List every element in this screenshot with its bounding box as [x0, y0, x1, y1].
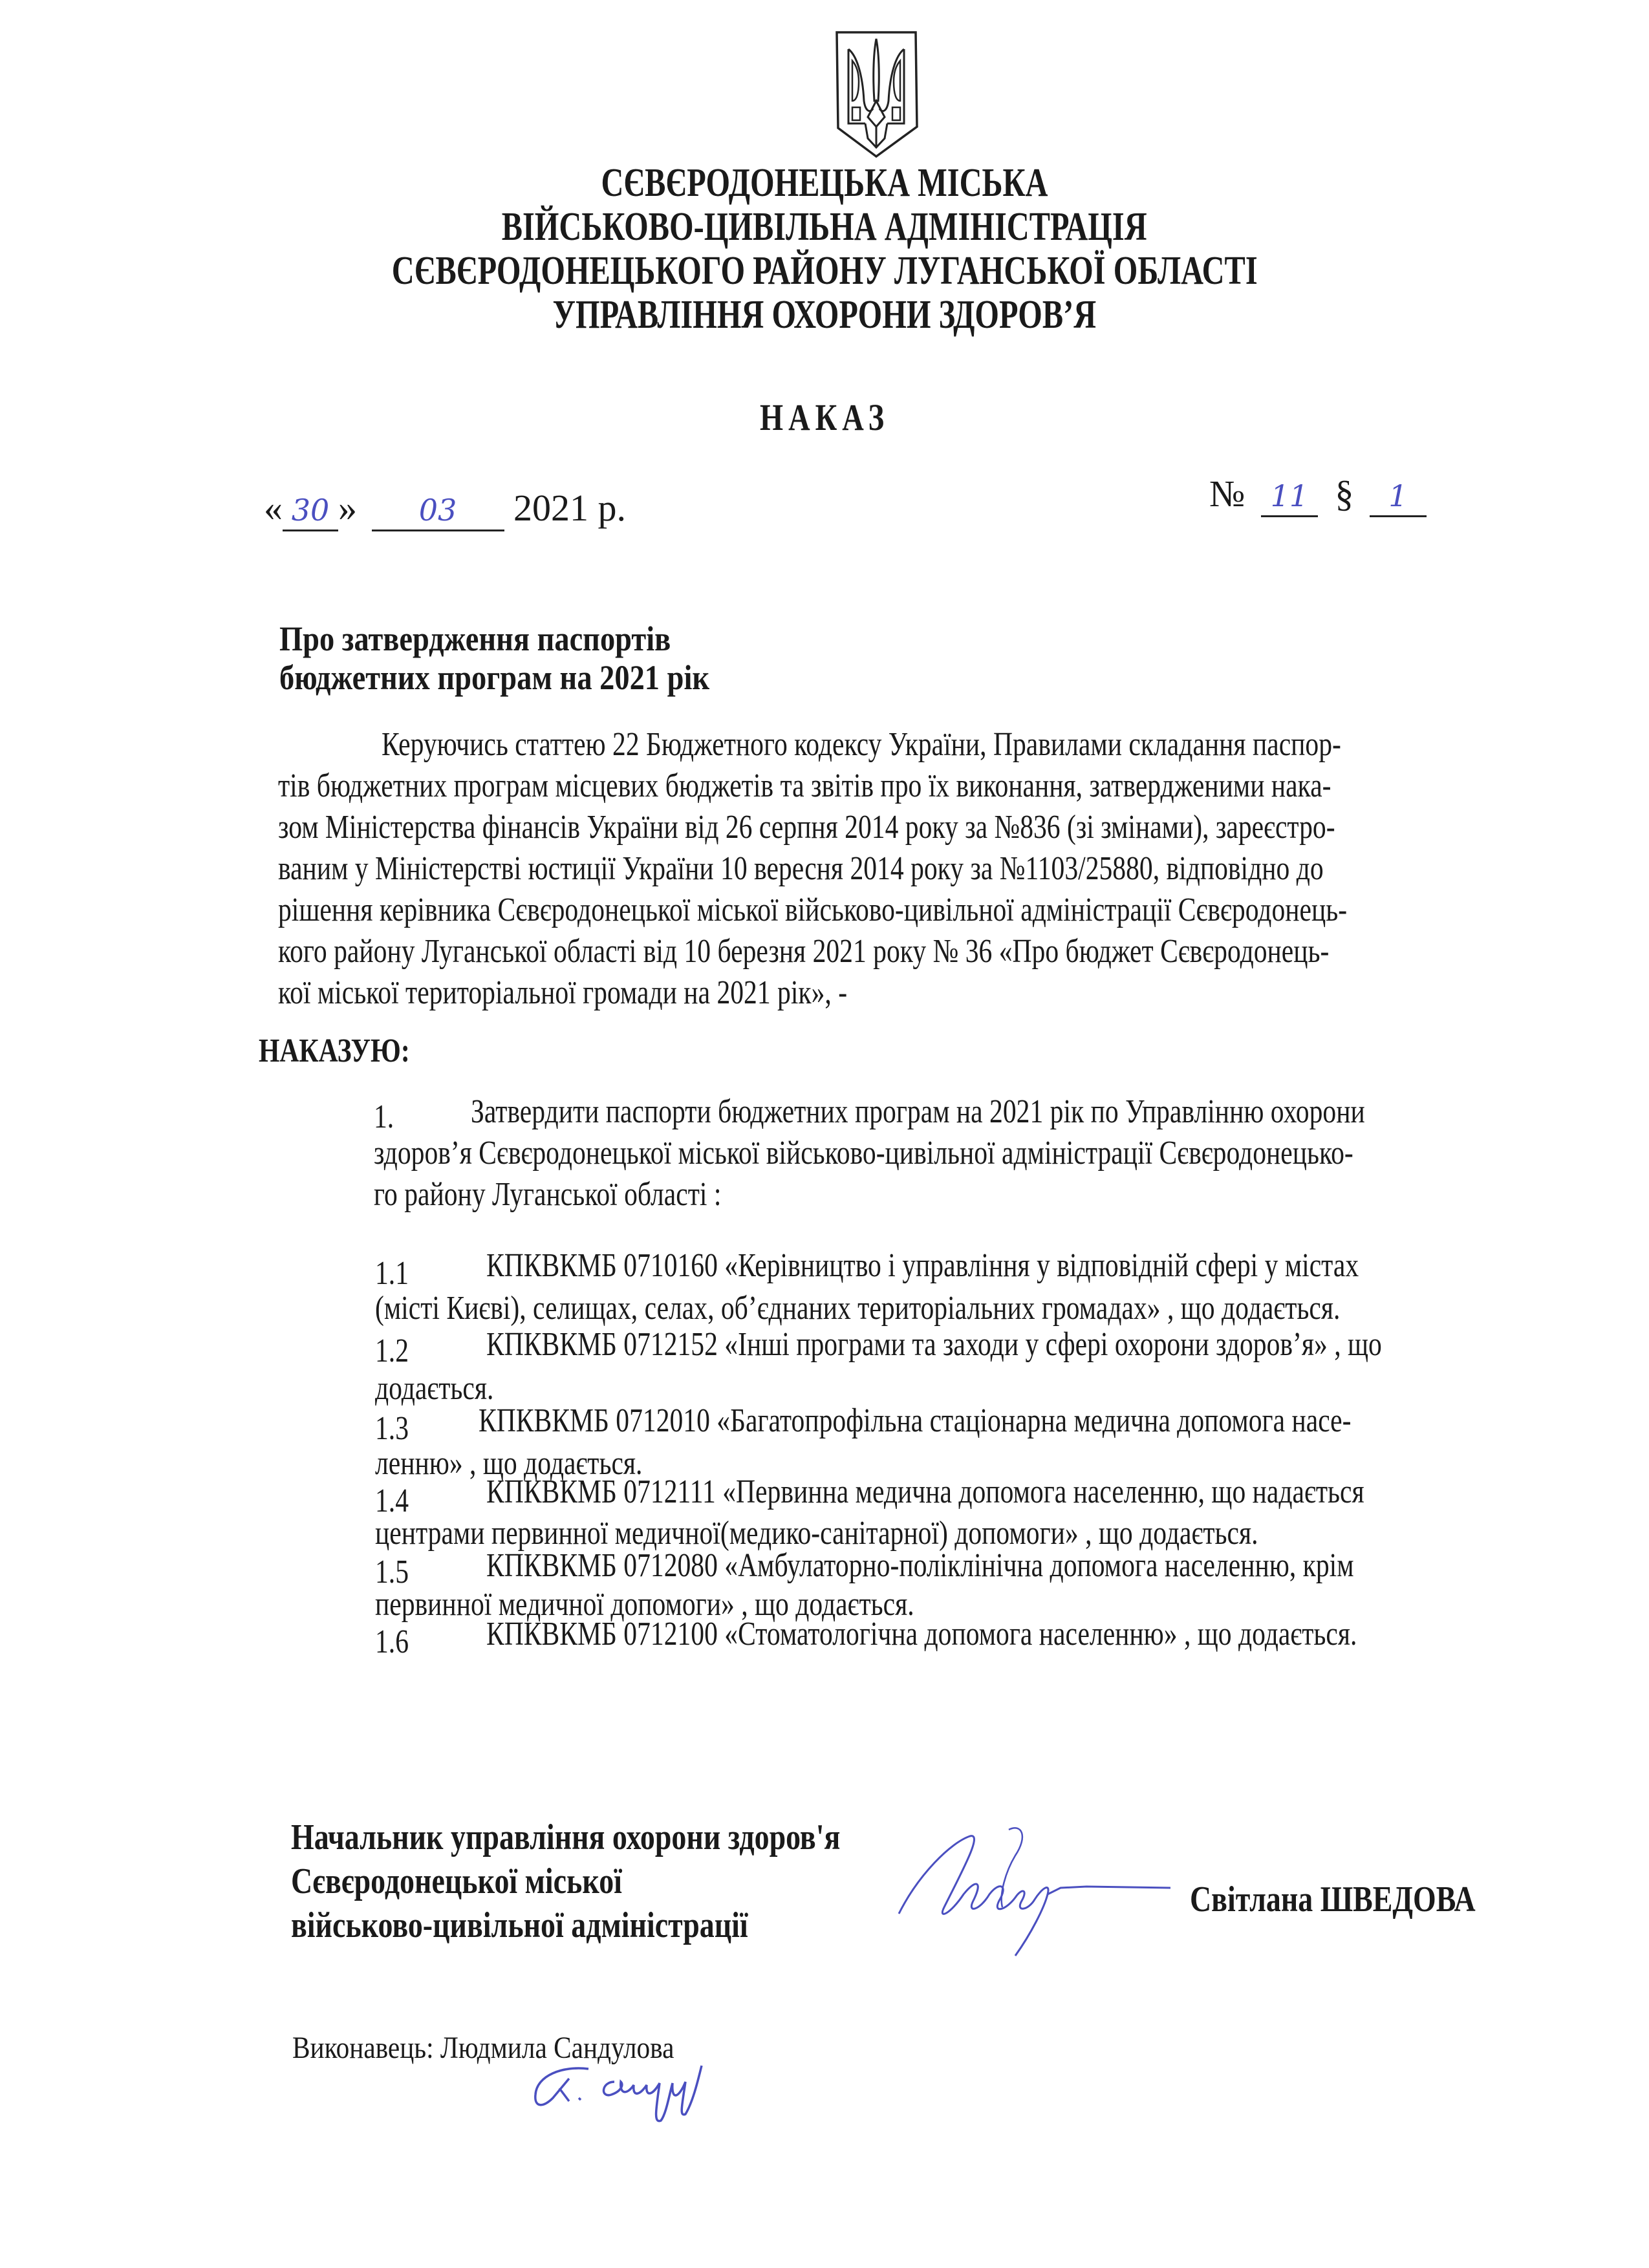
- date-open-quote: «: [264, 487, 283, 529]
- signer-position-line-2: Сєвєродонецької міської: [291, 1861, 622, 1901]
- subitem-1-1-number: 1.1: [375, 1255, 409, 1292]
- subitem-1-2-line-1: КПКВКМБ 0712152 «Інші програми та заходи у сфері охорони здоров’я» , що: [486, 1326, 1382, 1363]
- order-word: НАКАЗУЮ:: [259, 1032, 410, 1069]
- signature-shvedova: [892, 1817, 1177, 1959]
- subitem-1-3-line-1: КПКВКМБ 0712010 «Багатопрофільна стаціонарна медична допомога насе-: [479, 1402, 1352, 1439]
- subitem-1-4-line-2: центрами первинної медичної(медико-санітарної) допомоги» , що додається.: [375, 1515, 1258, 1552]
- subitem-1-5-number: 1.5: [375, 1554, 409, 1590]
- signer-position-line-3: військово-цивільної адміністрації: [291, 1905, 748, 1945]
- item-1-number: 1.: [374, 1098, 394, 1135]
- executor-line: Виконавець: Людмила Сандулова: [292, 2031, 674, 2065]
- preamble-line-7: кої міської територіальної громади на 2021 рік», -: [278, 974, 848, 1011]
- order-title-line-2: бюджетних програм на 2021 рік: [279, 658, 710, 697]
- number-sign: №: [1209, 473, 1245, 515]
- preamble-line-5: рішення керівника Сєвєродонецької міської військово-цивільної адміністрації Сєвєродонець-: [278, 892, 1348, 928]
- header-line-3: СЄВЄРОДОНЕЦЬКОГО РАЙОНУ ЛУГАНСЬКОЇ ОБЛАСТІ: [391, 249, 1258, 293]
- subitem-1-6-number: 1.6: [375, 1623, 409, 1660]
- subitem-1-3-number: 1.3: [375, 1410, 409, 1447]
- preamble-line-6: кого району Луганської області від 10 березня 2021 року № 36 «Про бюджет Сєвєродонець-: [278, 933, 1330, 970]
- subitem-1-5-line-2: первинної медичної допомоги» , що додається.: [375, 1586, 914, 1623]
- date-line: [264, 486, 626, 531]
- subitem-1-2-number: 1.2: [375, 1332, 409, 1369]
- signature-sandulova: [524, 2062, 750, 2140]
- subitem-1-2-line-2: додається.: [375, 1370, 494, 1407]
- date-close-quote: »: [338, 487, 357, 529]
- date-month-field: 03: [372, 486, 504, 531]
- number-field: 11: [1261, 472, 1318, 517]
- date-day-field: 30: [283, 486, 338, 531]
- header-line-2: ВІЙСЬКОВО-ЦИВІЛЬНА АДМІНІСТРАЦІЯ: [502, 205, 1147, 249]
- preamble-line-4: ваним у Міністерстві юстиції України 10 вересня 2014 року за №1103/25880, відповідно до: [278, 850, 1324, 887]
- subitem-1-4-number: 1.4: [375, 1482, 409, 1519]
- order-number: [1209, 472, 1427, 517]
- subitem-1-4-line-1: КПКВКМБ 0712111 «Первинна медична допомога населенню, що надається: [486, 1473, 1364, 1510]
- signer-position-line-1: Начальник управління охорони здоров'я: [291, 1817, 841, 1857]
- header-line-1: СЄВЄРОДОНЕЦЬКА МІСЬКА: [601, 161, 1048, 205]
- date-year: 2021 р.: [513, 487, 626, 529]
- preamble-line-3: зом Міністерства фінансів України від 26 серпня 2014 року за №836 (зі змінами), зареєстро-: [278, 809, 1335, 846]
- item-1-line-1: Затвердити паспорти бюджетних програм на 2021 рік по Управлінню охорони: [471, 1093, 1365, 1130]
- subitem-1-6-line-1: КПКВКМБ 0712100 «Стоматологічна допомога населенню» , що додається.: [486, 1616, 1357, 1653]
- section-sign: §: [1335, 473, 1354, 515]
- preamble-line-2: тів бюджетних програм місцевих бюджетів та звітів про їх виконання, затвердженими нака-: [278, 767, 1331, 804]
- subitem-1-1-line-1: КПКВКМБ 0710160 «Керівництво і управління у відповідній сфері у містах: [486, 1247, 1359, 1284]
- subitem-1-5-line-1: КПКВКМБ 0712080 «Амбулаторно-поліклінічна допомога населенню, крім: [486, 1547, 1354, 1584]
- order-title-line-1: Про затвердження паспортів: [279, 619, 671, 658]
- coat-of-arms-icon: [834, 30, 918, 159]
- item-1-line-3: го району Луганської області :: [374, 1176, 722, 1213]
- section-field: 1: [1370, 472, 1427, 517]
- item-1-line-2: здоров’я Сєвєродонецької міської військово-цивільної адміністрації Сєвєродонецько-: [374, 1135, 1353, 1171]
- document-type: НАКАЗ: [759, 396, 890, 438]
- subitem-1-3-line-2: ленню» , що додається.: [375, 1445, 643, 1482]
- signer-name: Світлана ШВЕДОВА: [1190, 1879, 1476, 1920]
- preamble-line-1: Керуючись статтею 22 Бюджетного кодексу України, Правилами складання паспор-: [382, 726, 1341, 763]
- header-line-4: УПРАВЛІННЯ ОХОРОНИ ЗДОРОВ’Я: [552, 293, 1097, 337]
- subitem-1-1-line-2: (місті Києві), селищах, селах, об’єднаних територіальних громадах» , що додається.: [375, 1290, 1341, 1327]
